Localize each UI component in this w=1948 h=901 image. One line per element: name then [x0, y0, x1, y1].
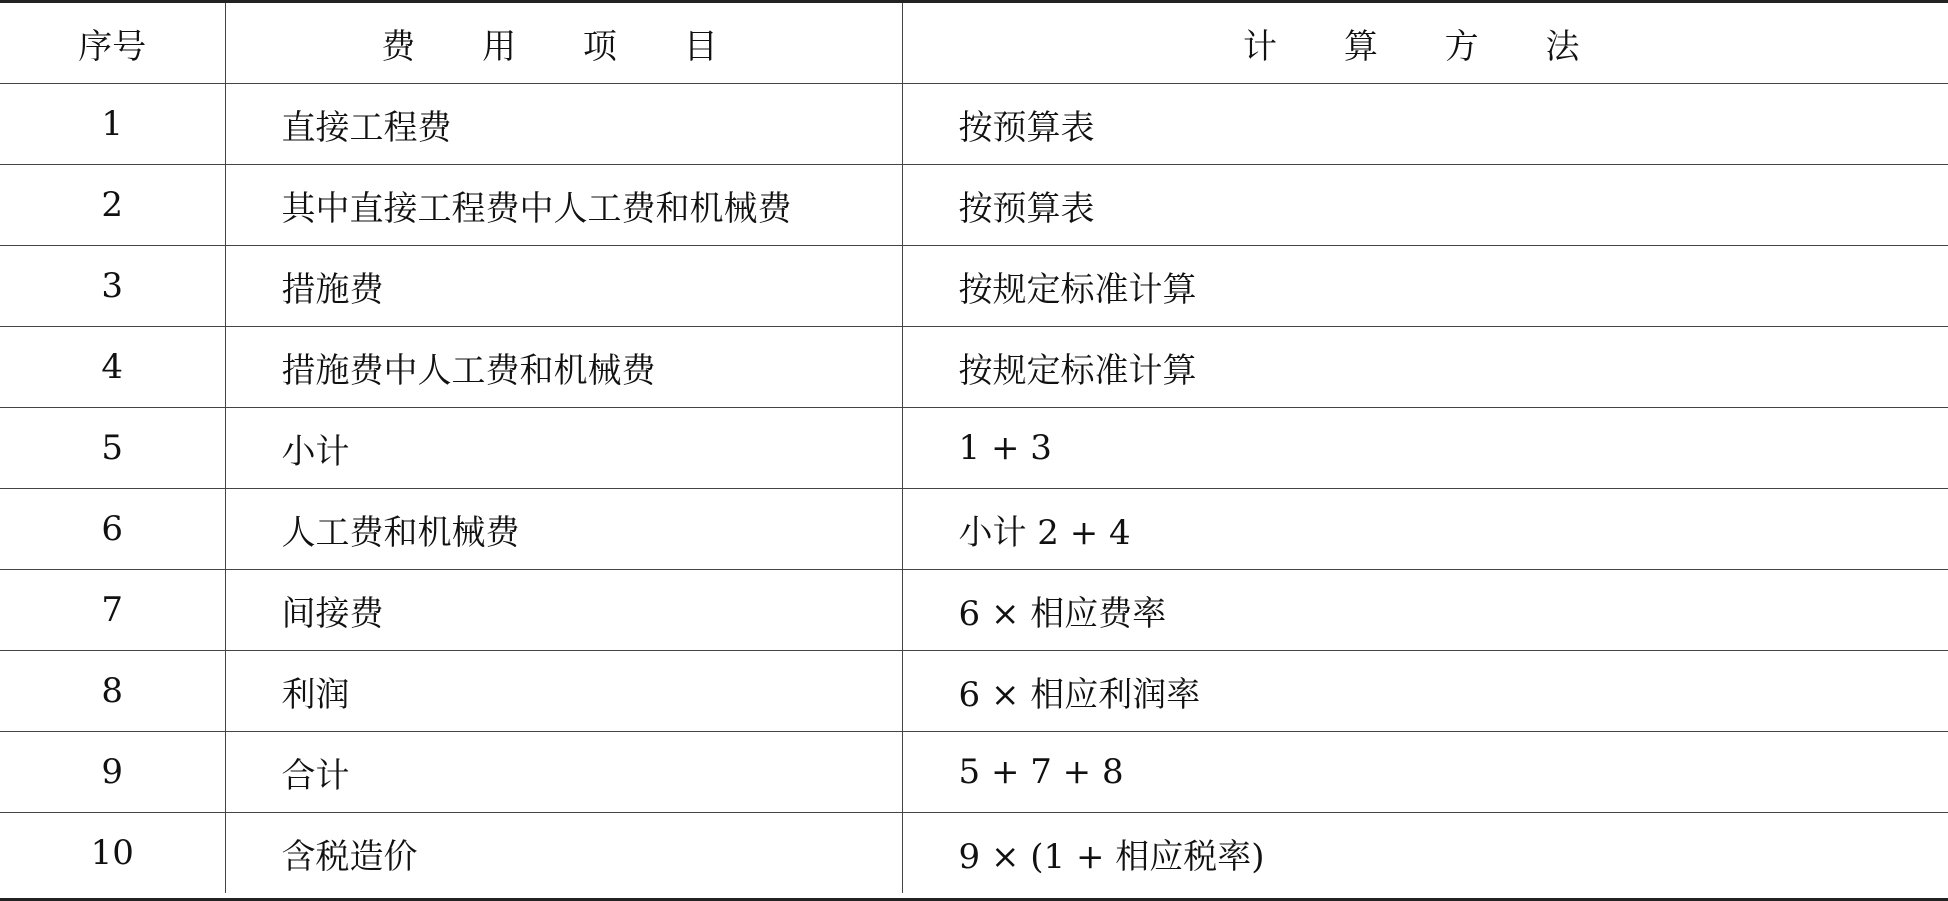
- row-calculation-method: 按预算表: [902, 165, 1948, 246]
- row-cost-item: 合计: [225, 732, 902, 813]
- row-number: 8: [0, 651, 225, 732]
- row-cost-item: 措施费: [225, 246, 902, 327]
- row-cost-item: 其中直接工程费中人工费和机械费: [225, 165, 902, 246]
- row-number: 4: [0, 327, 225, 408]
- row-calculation-method: 1 + 3: [902, 408, 1948, 489]
- header-cost-item: 费 用 项 目: [225, 3, 902, 84]
- row-cost-item: 直接工程费: [225, 84, 902, 165]
- row-number: 3: [0, 246, 225, 327]
- row-calculation-method: 按规定标准计算: [902, 246, 1948, 327]
- table-row: [0, 327, 1948, 408]
- row-cost-item: 措施费中人工费和机械费: [225, 327, 902, 408]
- row-cost-item: 间接费: [225, 570, 902, 651]
- row-calculation-method: 6 × 相应费率: [902, 570, 1948, 651]
- row-cost-item: 含税造价: [225, 813, 902, 894]
- table-row: [0, 165, 1948, 246]
- row-calculation-method: 小计 2 + 4: [902, 489, 1948, 570]
- table-row: [0, 408, 1948, 489]
- row-calculation-method: 5 + 7 + 8: [902, 732, 1948, 813]
- table-row: [0, 813, 1948, 894]
- table-row: [0, 489, 1948, 570]
- row-number: 6: [0, 489, 225, 570]
- table-row: [0, 570, 1948, 651]
- row-calculation-method: 6 × 相应利润率: [902, 651, 1948, 732]
- row-calculation-method: 9 × (1 + 相应税率): [958, 836, 1265, 877]
- row-number: 2: [0, 165, 225, 246]
- row-cost-item: 小计: [225, 408, 902, 489]
- header-calculation-method: 计 算 方 法: [902, 3, 1948, 84]
- header-serial-number: 序号: [0, 3, 225, 84]
- row-cost-item: 利润: [225, 651, 902, 732]
- table-row: [0, 246, 1948, 327]
- table-header-row: [0, 3, 1948, 84]
- row-calculation-method: 按预算表: [902, 84, 1948, 165]
- table-row: [0, 651, 1948, 732]
- row-number: 5: [0, 408, 225, 489]
- row-number: 10: [0, 813, 225, 894]
- row-cost-item: 人工费和机械费: [225, 489, 902, 570]
- row-calculation-method: 按规定标准计算: [902, 327, 1948, 408]
- row-number: 9: [0, 732, 225, 813]
- table-row: [0, 732, 1948, 813]
- row-number: 7: [0, 570, 225, 651]
- row-number: 1: [0, 84, 225, 165]
- table-row: [0, 84, 1948, 165]
- cost-calculation-table: [0, 3, 1948, 893]
